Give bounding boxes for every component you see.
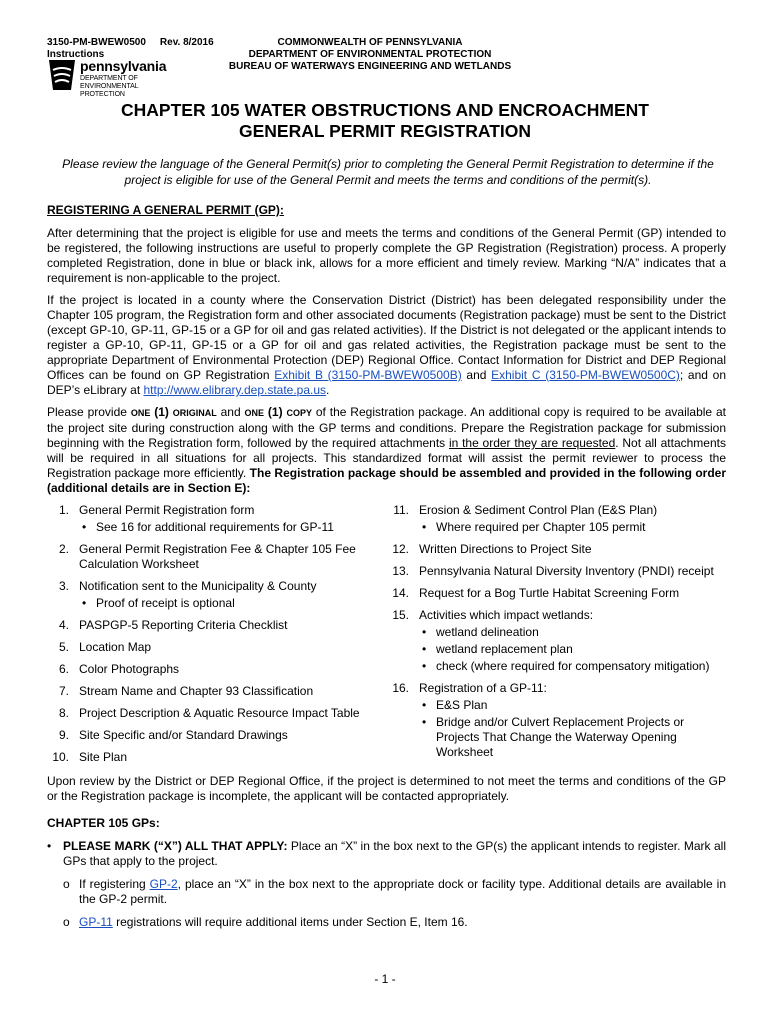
list-item-text: Registration of a GP-11: — [419, 681, 547, 695]
attachment-list-right — [387, 503, 726, 772]
list-item-text: Notification sent to the Municipality & County — [79, 579, 317, 593]
bullet-icon: • — [82, 596, 87, 610]
list-item-number: 4. — [58, 618, 69, 632]
pa-dep-logo — [47, 58, 197, 98]
agency-line3: BUREAU OF WATERWAYS ENGINEERING AND WETLANDS — [228, 61, 512, 72]
elibrary-text: ; and on DEP’s eLibrary at — [47, 368, 727, 397]
list-item-number: 16. — [392, 681, 409, 695]
title-line2: GENERAL PERMIT REGISTRATION — [238, 121, 531, 141]
mark-all-bullet — [47, 839, 726, 869]
sub-item — [419, 715, 726, 760]
list-item-text: PASPGP-5 Reporting Criteria Checklist — [79, 618, 288, 632]
and-copy-text: and — [216, 405, 245, 419]
list-item-text: Pennsylvania Natural Diversity Inventory (PNDI) receipt — [419, 564, 714, 578]
sub-item-text: Proof of receipt is optional — [96, 596, 235, 610]
copy-label: COPY — [286, 408, 312, 418]
sub-item — [419, 520, 726, 535]
paragraph-copies — [47, 405, 726, 496]
list-item-number: 14. — [392, 586, 409, 600]
bullet-icon: • — [422, 715, 427, 729]
doc-type: Instructions — [47, 49, 105, 60]
sub-item — [419, 642, 726, 657]
one-number: (1) — [150, 405, 173, 419]
bullet-icon: • — [422, 520, 427, 534]
paragraph-intro: After determining that the project is eligible for use and meets the terms and conditions of the General Permit (GP) intended to be registered, the following instructions are useful to properly complete the GP Registration (Registration) process. A properly completed Registration, done in blue or black ink, allows for a more efficient and timely review. Marking “N/A” indicates that a requirement is non-applicable to the project. — [47, 226, 726, 285]
list-item — [387, 542, 726, 557]
list-item — [387, 681, 726, 760]
keystone-logo-icon — [47, 58, 77, 92]
list-item — [47, 684, 387, 699]
bullet-icon: • — [47, 839, 52, 853]
main-content — [47, 203, 726, 938]
agency-header — [220, 37, 520, 73]
list-item-number: 8. — [58, 706, 69, 720]
list-item-text: Site Specific and/or Standard Drawings — [79, 728, 288, 742]
gp11-sub-bullet — [47, 915, 726, 930]
list-item — [387, 564, 726, 579]
bullet-icon: • — [422, 659, 427, 673]
mark-all-text: Place an “X” in the box next to the GP(s) the applicant intends to register. Mark all GPs that apply to the project. — [63, 839, 726, 868]
section-heading-registering: REGISTERING A GENERAL PERMIT (GP): — [47, 203, 284, 217]
bullet-icon: • — [422, 642, 427, 656]
bullet-icon: • — [422, 698, 427, 712]
one-label: ONE — [130, 408, 151, 418]
list-item-number: 2. — [58, 542, 69, 556]
list-item-text: Site Plan — [79, 750, 128, 764]
logo-wordmark: pennsylvania — [80, 58, 167, 74]
bullet-icon: • — [82, 520, 87, 534]
list-item — [387, 503, 726, 535]
paragraph-submission-text: If the project is located in a county where the Conservation District (District) has been delegated responsibility under the Chapter 105 program, the Registration form and other associated documents (Registration package) must be sent to the District (except GP-10, GP-11, GP-15 or a GP for oil and gas related activities). If the District is not delegated or the applicant intends to register a GP-10, GP-11, GP-15 or a GP for oil and gas related activities, the Registration package must be sent to the appropriate Department of Environmental Protection (DEP) Regional Office. Contact Information for District and DEP Regional Offices can be found on GP Registration — [47, 293, 726, 382]
gp2-text-b: , place an “X” in the box next to the appropriate dock or facility type. Additional details are available in the GP-2 permit. — [79, 877, 726, 906]
gp2-sub-bullet — [47, 877, 726, 907]
logo-dept-text — [80, 75, 197, 99]
logo-dept-line2: PROTECTION — [80, 91, 125, 98]
copies-text-c: . Not all attachments will be required in all situations for all projects. This standardized format will assist the permit reviewer to process the Registration package more efficiently. — [47, 436, 726, 480]
list-item-text: Project Description & Aquatic Resource Impact Table — [79, 706, 360, 720]
gp11-link[interactable]: GP-11 — [79, 915, 113, 929]
list-item-number: 9. — [58, 728, 69, 742]
attachment-list-left — [47, 503, 387, 772]
list-item-number: 6. — [58, 662, 69, 676]
gp2-text-a: If registering — [79, 877, 150, 891]
list-item-number: 15. — [392, 608, 409, 622]
gp11-text: registrations will require additional items under Section E, Item 16. — [112, 915, 468, 929]
sub-item-text: check (where required for compensatory mitigation) — [436, 659, 710, 673]
copies-text-a: Please provide — [47, 405, 131, 419]
list-item — [47, 542, 387, 572]
page-title — [0, 100, 770, 142]
form-id: 3150-PM-BWEW0500 — [47, 37, 146, 48]
list-item-number: 13. — [392, 564, 409, 578]
paragraph-review: Upon review by the District or DEP Regional Office, if the project is determined to not meet the terms and conditions of the GP or the Registration package is incomplete, the applicant will be contacted appropriately. — [47, 774, 726, 803]
attachment-list — [47, 503, 726, 772]
mark-all-label: PLEASE MARK (“X”) ALL THAT APPLY: — [63, 839, 288, 853]
list-item-number: 1. — [58, 503, 69, 517]
list-item — [47, 750, 387, 765]
list-item-text: Erosion & Sediment Control Plan (E&S Plan) — [419, 503, 658, 517]
sub-item — [419, 625, 726, 640]
assembly-instruction: The Registration package should be assembled and provided in the following order (additional details are in Section E): — [47, 466, 727, 495]
gp2-link[interactable]: GP-2 — [149, 877, 178, 891]
sub-item — [79, 520, 387, 535]
list-item — [387, 586, 726, 601]
one-label-2: ONE — [244, 408, 265, 418]
list-item-number: 11. — [393, 503, 409, 517]
list-item — [47, 618, 387, 633]
list-item-text: Activities which impact wetlands: — [419, 608, 594, 622]
page-number: - 1 - — [374, 972, 396, 986]
list-item — [387, 608, 726, 674]
circle-bullet-icon: o — [63, 915, 70, 929]
list-item-text: General Permit Registration Fee & Chapter 105 Fee Calculation Worksheet — [79, 542, 356, 571]
sub-item-text: Where required per Chapter 105 permit — [436, 520, 646, 534]
exhibit-c-link[interactable]: Exhibit C (3150-PM-BWEW0500C) — [491, 368, 680, 382]
one-number-2: (1) — [264, 405, 287, 419]
list-item-text: Stream Name and Chapter 93 Classification — [79, 684, 314, 698]
list-item-text: Request for a Bog Turtle Habitat Screening Form — [419, 586, 680, 600]
exhibit-b-link[interactable]: Exhibit B (3150-PM-BWEW0500B) — [274, 368, 462, 382]
list-item — [47, 662, 387, 677]
sub-item-text: Bridge and/or Culvert Replacement Projects or Projects That Change the Waterway Opening Worksheet — [436, 715, 685, 759]
list-item-number: 5. — [58, 640, 69, 654]
elibrary-link[interactable]: http://www.elibrary.dep.state.pa.us — [143, 383, 327, 397]
circle-bullet-icon: o — [63, 877, 70, 891]
sub-item-text: E&S Plan — [436, 698, 488, 712]
list-item-text: Color Photographs — [79, 662, 180, 676]
list-item-text: Location Map — [79, 640, 152, 654]
list-item — [47, 640, 387, 655]
list-item-text: Written Directions to Project Site — [419, 542, 592, 556]
logo-dept-line1: DEPARTMENT OF ENVIRONMENTAL — [80, 75, 139, 90]
agency-line2: DEPARTMENT OF ENVIRONMENTAL PROTECTION — [248, 49, 492, 60]
sub-item — [419, 659, 726, 674]
sub-item-text: wetland replacement plan — [436, 642, 573, 656]
list-item — [47, 728, 387, 743]
list-item — [47, 706, 387, 721]
sub-item — [419, 698, 726, 713]
list-item-number: 7. — [58, 684, 69, 698]
sub-item-text: wetland delineation — [436, 625, 539, 639]
list-item — [47, 503, 387, 535]
revision-date: Rev. 8/2016 — [159, 37, 214, 48]
and-text: and — [461, 368, 492, 382]
sub-item — [79, 596, 387, 611]
copies-text-b: of the Registration package. An additional copy is required to be available at the project site during construction along with the GP terms and conditions. Prepare the Registration package for submission beginning with the Registration form, followed by the required attachments — [47, 405, 726, 450]
paragraph-submission — [47, 293, 726, 398]
agency-line1: COMMONWEALTH OF PENNSYLVANIA — [277, 37, 463, 48]
list-item-number: 3. — [58, 579, 69, 593]
order-underlined: in the order they are requested — [448, 436, 616, 450]
original-label: ORIGINAL — [172, 408, 217, 418]
sub-item-text: See 16 for additional requirements for GP-11 — [96, 520, 334, 534]
period: . — [326, 383, 330, 397]
list-item-number: 10. — [52, 750, 69, 764]
intro-text: Please review the language of the General Permit(s) prior to completing the General Permit Registration to determine if the project is eligible for use of the General Permit and meets the terms and conditions of the permit(s). — [62, 157, 714, 187]
section-heading-gps: CHAPTER 105 GPs: — [47, 816, 160, 830]
title-line1: CHAPTER 105 WATER OBSTRUCTIONS AND ENCROACHMENT — [121, 100, 649, 120]
bullet-icon: • — [422, 625, 427, 639]
list-item — [47, 579, 387, 611]
list-item-text: General Permit Registration form — [79, 503, 255, 517]
list-item-number: 12. — [392, 542, 409, 556]
